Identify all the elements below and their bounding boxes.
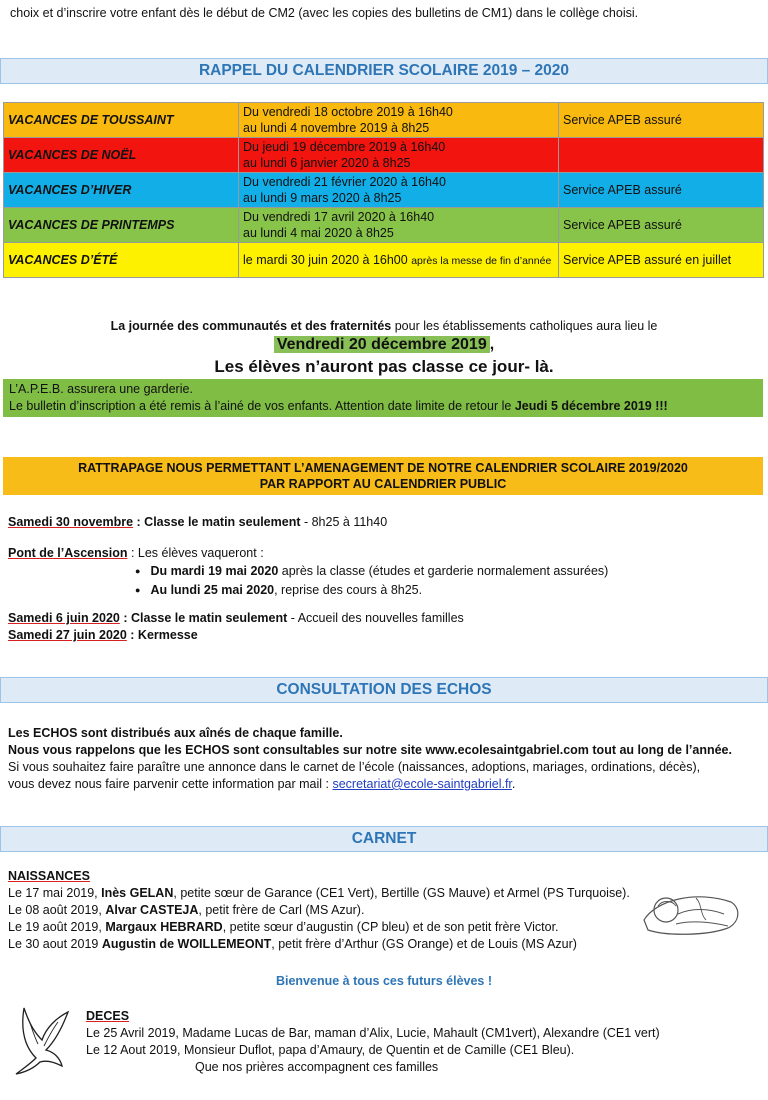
- vacation-service: Service APEB assuré: [559, 103, 764, 138]
- rattrapage-title-2: PAR RAPPORT AU CALENDRIER PUBLIC: [259, 477, 507, 491]
- vacation-date-start-text: Du vendredi 17 avril 2020 à 16h40: [243, 210, 435, 224]
- naissance-name: Augustin de WOILLEMEONT: [101, 937, 272, 951]
- naissance-date: Le 19 août 2019,: [8, 920, 106, 934]
- vacation-date-start-text: Du vendredi 18 octobre 2019 à 16h40: [243, 105, 453, 119]
- vacation-date-start-text: Du vendredi 21 février 2020 à 16h40: [243, 175, 446, 189]
- echos-banner: [0, 677, 768, 703]
- naissance-detail: , petite sœur de Garance (CE1 Vert), Bertille (GS Mauve) et Armel (PS Turquoise).: [173, 886, 630, 900]
- echos-line2: Nous vous rappelons que les ECHOS sont consultables sur notre site www.ecolesaintgabriel.com tout au long de l’année.: [8, 743, 732, 757]
- naissance-item: [8, 919, 630, 936]
- vacation-dates: [239, 138, 559, 173]
- vacation-service: [559, 138, 764, 173]
- vacation-dates: [239, 173, 559, 208]
- bullet2-rest: , reprise des cours à 8h25.: [274, 583, 423, 597]
- intro-text: choix et d’inscrire votre enfant dès le début de CM2 (avec les copies des bulletins de CM1) dans le collège choisi.: [10, 6, 639, 20]
- naissance-date: Le 30 aout 2019: [8, 937, 102, 951]
- journee-intro: [0, 318, 768, 335]
- vacation-name: VACANCES DE PRINTEMPS: [4, 208, 239, 243]
- garderie-line2-text: Le bulletin d’inscription a été remis à l’ainé de vos enfants. Attention date limite de retour le: [9, 399, 515, 413]
- carnet-title: CARNET: [351, 830, 417, 847]
- samedi6-date: Samedi 6 juin 2020: [8, 611, 120, 625]
- vacation-service: Service APEB assuré en juillet: [559, 243, 764, 278]
- naissance-item: [8, 902, 630, 919]
- baby-illustration-icon: [636, 880, 746, 940]
- vacation-date-start: [243, 104, 554, 120]
- samedi30-date: Samedi 30 novembre: [8, 515, 134, 529]
- naissance-item: [8, 936, 630, 953]
- pont-bullet-1: [135, 562, 608, 581]
- pont-line: [8, 545, 264, 562]
- bullet2-bold: Au lundi 25 mai 2020: [150, 583, 275, 597]
- calendar-banner: [0, 58, 768, 84]
- vacation-date-end: au lundi 4 mai 2020 à 8h25: [243, 226, 394, 240]
- deces-2: Le 12 Aout 2019, Monsieur Duflot, papa d’Amaury, de Quentin et de Camille (CE1 Bleu).: [86, 1043, 575, 1057]
- calendar-row: [4, 208, 764, 243]
- vacation-dates: [239, 243, 559, 278]
- pont-label: Pont de l’Ascension: [8, 546, 128, 560]
- pont-bullet-2: [135, 581, 608, 600]
- naissance-item: [8, 885, 630, 902]
- echos-line1: Les ECHOS sont distribués aux aînés de chaque famille.: [8, 726, 343, 740]
- journee-bold: La journée des communautés et des fraternités: [110, 319, 392, 333]
- bullet1-bold: Du mardi 19 mai 2020: [150, 564, 279, 578]
- deces-1: Le 25 Avril 2019, Madame Lucas de Bar, maman d’Alix, Lucie, Mahault (CM1vert), Alexandre (CE1 vert): [86, 1026, 660, 1040]
- prayer-text: Que nos prières accompagnent ces familles: [195, 1060, 439, 1074]
- carnet-banner: [0, 826, 768, 852]
- garderie-box: [3, 379, 763, 417]
- naissance-detail: , petit frère d’Arthur (GS Orange) et de Louis (MS Azur): [271, 937, 577, 951]
- samedi30-bold: : Classe le matin seulement: [133, 515, 301, 529]
- bullet1-rest: après la classe (études et garderie normalement assurées): [278, 564, 609, 578]
- naissance-detail: , petite sœur d’augustin (CP bleu) et de son petit frère Victor.: [222, 920, 559, 934]
- vacation-date-start: [243, 209, 554, 225]
- journee-comma: ,: [489, 336, 495, 353]
- vacation-date-start-text: le mardi 30 juin 2020 à 16h00: [243, 252, 408, 267]
- vacation-date-note: après la messe de fin d’année: [411, 254, 552, 267]
- vacation-date-start: [243, 252, 554, 269]
- no-class-notice: Les élèves n’auront pas classe ce jour- là.: [214, 357, 554, 376]
- vacation-name: VACANCES DE TOUSSAINT: [4, 103, 239, 138]
- samedi30-rest: - 8h25 à 11h40: [300, 515, 388, 529]
- naissances-list: [8, 885, 630, 953]
- dove-icon: [6, 998, 76, 1078]
- samedi27-line: [8, 627, 198, 644]
- vacation-date-start-text: Du jeudi 19 décembre 2019 à 16h40: [243, 140, 446, 154]
- naissance-detail: , petit frère de Carl (MS Azur).: [198, 903, 365, 917]
- rattrapage-banner: [3, 457, 763, 495]
- vacation-date-end: au lundi 9 mars 2020 à 8h25: [243, 191, 402, 205]
- naissance-name: Alvar CASTEJA: [105, 903, 199, 917]
- naissance-name: Margaux HEBRARD: [105, 920, 223, 934]
- vacation-dates: [239, 208, 559, 243]
- samedi6-line: [8, 610, 464, 627]
- journee-date-line: [0, 336, 768, 354]
- deces-title: DECES: [86, 1009, 130, 1023]
- calendar-title: RAPPEL DU CALENDRIER SCOLAIRE 2019 – 2020: [198, 62, 570, 79]
- pont-bullets: [135, 562, 608, 600]
- naissance-name: Inès GELAN: [101, 886, 174, 900]
- naissance-date: Le 08 août 2019,: [8, 903, 106, 917]
- calendar-row: [4, 103, 764, 138]
- vacation-name: VACANCES D’HIVER: [4, 173, 239, 208]
- samedi6-rest: - Accueil des nouvelles familles: [287, 611, 464, 625]
- samedi6-bold: : Classe le matin seulement: [119, 611, 288, 625]
- samedi27-date: Samedi 27 juin 2020: [8, 628, 127, 642]
- echos-line4-post: .: [511, 777, 516, 791]
- rattrapage-title-1: RATTRAPAGE NOUS PERMETTANT L’AMENAGEMENT DE NOTRE CALENDRIER SCOLAIRE 2019/2020: [78, 461, 688, 475]
- calendar-row: [4, 243, 764, 278]
- calendar-table: [3, 102, 764, 278]
- vacation-date-start: [243, 174, 554, 190]
- vacation-service: Service APEB assuré: [559, 208, 764, 243]
- echos-line4-pre: vous devez nous faire parvenir cette information par mail :: [8, 777, 333, 791]
- journee-date: Vendredi 20 décembre 2019: [274, 336, 490, 353]
- vacation-date-end: au lundi 4 novembre 2019 à 8h25: [243, 121, 430, 135]
- vacation-service: Service APEB assuré: [559, 173, 764, 208]
- vacation-name: VACANCES DE NOËL: [4, 138, 239, 173]
- echos-title: CONSULTATION DES ECHOS: [276, 681, 492, 698]
- vacation-name: VACANCES D’ÉTÉ: [4, 243, 239, 278]
- samedi30-line: [8, 514, 387, 531]
- garderie-deadline: Jeudi 5 décembre 2019 !!!: [514, 399, 668, 413]
- naissance-date: Le 17 mai 2019,: [8, 886, 102, 900]
- garderie-line1: L’A.P.E.B. assurera une garderie.: [9, 382, 193, 396]
- calendar-row: [4, 173, 764, 208]
- garderie-line2: [9, 398, 757, 415]
- vacation-date-end: au lundi 6 janvier 2020 à 8h25: [243, 156, 411, 170]
- naissances-title: NAISSANCES: [8, 869, 90, 883]
- samedi27-bold: : Kermesse: [126, 628, 198, 642]
- journee-rest: pour les établissements catholiques aura lieu le: [391, 319, 658, 333]
- vacation-dates: [239, 103, 559, 138]
- email-link[interactable]: secretariat@ecole-saintgabriel.fr: [332, 777, 512, 791]
- pont-rest: : Les élèves vaqueront :: [127, 546, 264, 560]
- welcome-message: Bienvenue à tous ces futurs élèves !: [275, 974, 493, 988]
- calendar-row: [4, 138, 764, 173]
- vacation-date-start: [243, 139, 554, 155]
- echos-line4: [8, 776, 515, 793]
- echos-line3: Si vous souhaitez faire paraître une annonce dans le carnet de l’école (naissances, adoptions, mariages, ordinations, décès),: [8, 760, 701, 774]
